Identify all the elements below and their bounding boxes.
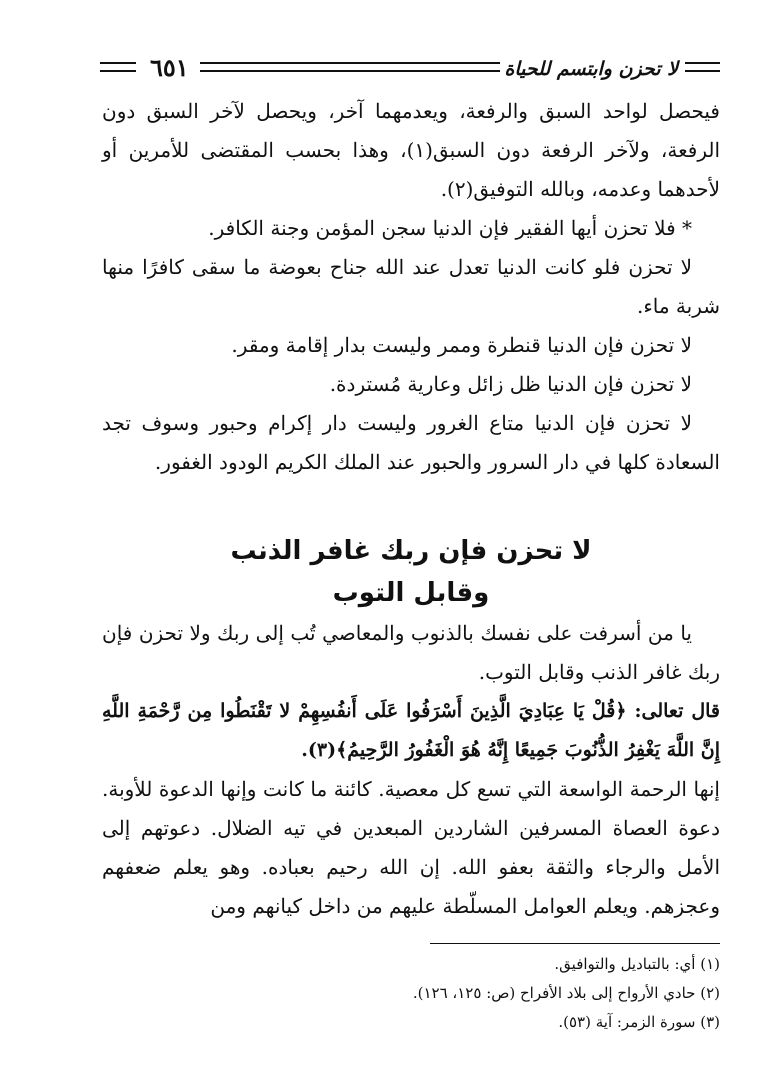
paragraph: لا تحزن فإن الدنيا قنطرة وممر وليست بدار إقامة ومقر. (231, 333, 692, 357)
footnote: (٢) حادي الأرواح إلى بلاد الأفراح (ص: ١٢٥، ١٢٦). (412, 984, 720, 1002)
header-rule-middle-bottom (200, 70, 500, 72)
section-heading-line: وقابل التوب (332, 578, 490, 608)
page-number: ٦٥١ (150, 53, 189, 82)
paragraph: يا من أسرفت على نفسك بالذنوب والمعاصي تُب إلى ربك ولا تحزن فإن ربك غافر الذنب وقابل التوب. (102, 621, 720, 684)
header-rule-left-bottom (100, 70, 136, 72)
paragraph: لا تحزن فإن الدنيا ظل زائل وعارية مُستردة. (329, 372, 692, 396)
header-rule-left-top (100, 62, 136, 64)
section-heading-line: لا تحزن فإن ربك غافر الذنب (230, 536, 592, 566)
paragraph: إنها الرحمة الواسعة التي تسع كل معصية. كائنة ما كانت وإنها الدعوة للأوبة. دعوة العصاة المسرفين الشاردين المبعدين في تيه الضلال. دعوتهم إلى الأمل والرجاء والثقة بعفو الله. إن الله رحيم بعباده. وهو يعلم ضعفهم وعجزهم. ويعلم العوامل المسلّطة عليهم من داخل كيانهم ومن (102, 777, 720, 918)
header-rule-right-bottom (685, 70, 720, 72)
paragraph: لا تحزن فإن الدنيا متاع الغرور وليست دار إكرام وحبور وسوف تجد السعادة كلها في دار السرور والحبور عند الملك الكريم الودود الغفور. (102, 411, 720, 474)
header-rule-middle-top (200, 62, 500, 64)
quran-verse: قال تعالى: ﴿قُلْ يَا عِبَادِيَ الَّذِينَ أَسْرَفُوا عَلَى أَنفُسِهِمْ لا تَقْنَطُوا مِن رَّحْمَةِ اللَّهِ إِنَّ اللَّهَ يَغْفِرُ الذُّنُوبَ جَمِيعًا إِنَّهُ هُوَ الْغَفُورُ الرَّحِيمُ﴾(٣). (102, 700, 720, 761)
paragraph: لا تحزن فلو كانت الدنيا تعدل عند الله جناح بعوضة ما سقى كافرًا منها شربة ماء. (102, 255, 720, 318)
paragraph: فيحصل لواحد السبق والرفعة، ويعدمهما آخر، ويحصل لآخر السبق دون الرفعة، ولآخر الرفعة دون السبق(١)، وهذا بحسب المقتضى للأمرين أو لأحدهما وعدمه، وبالله التوفيق(٢). (102, 99, 721, 201)
footnotes (102, 950, 720, 1037)
footnote: (٣) سورة الزمر: آية (٥٣). (558, 1013, 720, 1031)
footnote: (١) أي: بالتباديل والتوافيق. (554, 955, 720, 973)
footnote-separator (430, 943, 720, 944)
book-title: لا تحزن وابتسم للحياة (504, 58, 678, 80)
body-text-bottom (102, 614, 720, 926)
paragraph: * فلا تحزن أيها الفقير فإن الدنيا سجن المؤمن وجنة الكافر. (208, 216, 692, 240)
page-header (100, 50, 720, 90)
section-heading (102, 530, 720, 614)
body-text-top (102, 92, 720, 482)
header-rule-right-top (685, 62, 720, 64)
